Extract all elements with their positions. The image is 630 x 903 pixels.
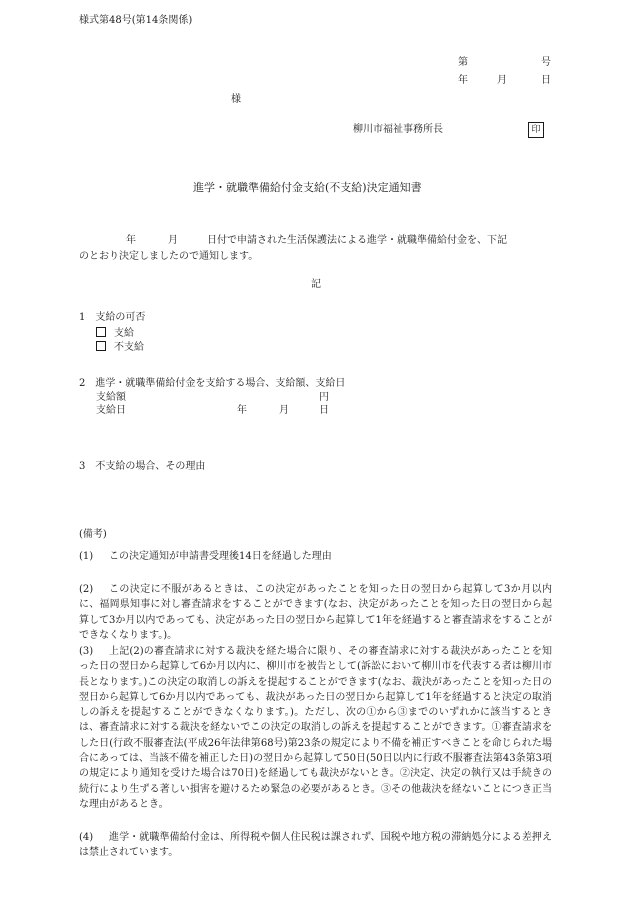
doc-number-suffix: 号 xyxy=(541,57,551,68)
note4-text: 進学・就職準備給付金は、所得税や個人住民税は課されず、国税や地方税の滞納処分による差押えは禁止されています。 xyxy=(79,832,552,859)
intro-month: 月 xyxy=(168,235,178,246)
note3-number: (3) xyxy=(79,646,94,657)
intro-line2: のとおり決定しましたので通知します。 xyxy=(79,251,259,262)
section1-heading: 1 支給の可否 xyxy=(79,312,146,323)
checkbox-nopay[interactable] xyxy=(96,341,106,351)
notes-heading: (備考) xyxy=(79,529,107,540)
option-nopay[interactable] xyxy=(96,341,144,353)
amount-label: 支給額 xyxy=(96,392,126,403)
pay-date-label: 支給日 xyxy=(96,405,126,416)
ki-label: 記 xyxy=(311,279,321,290)
note3-text: 上記(2)の審査請求に対する裁決を経た場合に限り、その審査請求に対する裁決があったことを知った日の翌日から起算して6か月以内に、柳川市を被告として(訴訟において柳川市を代表する者は柳川市長となります。)この決定の取消しの訴えを提起することができます(なお、裁決があったことを知った日の翌日から起算して6か月以内であっても、裁決があった日の翌日から起算して1年を経過すると決定の取消しの訴えを提起することができなくなります。)。ただし、次の①から③までのいずれかに該当するときは、審査請求に対する裁決を経ないでこの決定の取消しの訴えを提起することができます。①審査請求をした日(行政不服審査法(平成26年法律第68号)第23条の規定により不備を補正すべきことを命じられた場合にあっては、当該不備を補正した日)の翌日から起算して50日(50日以内に行政不服審査法第43条第3項の規定により通知を受けた場合は70日)を経過しても裁決がないとき。②決定、決定の執行又は手続きの続行により生ずる著しい損害を避けるため緊急の必要があるとき。③その他裁決を経ないことにつき正当な理由があるとき。 xyxy=(79,646,552,810)
pay-date-year: 年 xyxy=(237,405,247,416)
option-pay-label: 支給 xyxy=(114,328,134,339)
note2-text: この決定に不服があるときは、この決定があったことを知った日の翌日から起算して3か月以内に、福岡県知事に対し審査請求をすることができます(なお、決定があったことを知った日の翌日から起算して3か月以内であっても、決定があった日の翌日から起算して1年を経過すると審査請求をすることができなくなります。)。 xyxy=(79,584,552,641)
option-pay[interactable] xyxy=(96,327,134,339)
section2-heading: 2 進学・就職準備給付金を支給する場合、支給額、支給日 xyxy=(79,378,346,389)
date-month: 月 xyxy=(497,75,507,86)
amount-unit: 円 xyxy=(319,392,329,403)
pay-date-month: 月 xyxy=(279,405,289,416)
note1-number: (1) xyxy=(79,551,94,562)
option-nopay-label: 不支給 xyxy=(114,342,144,353)
note2-number: (2) xyxy=(79,584,94,595)
date-year: 年 xyxy=(458,75,468,86)
date-day: 日 xyxy=(541,75,551,86)
doc-number-prefix: 第 xyxy=(458,57,468,68)
recipient-honorific: 様 xyxy=(231,94,241,105)
note1-text: この決定通知が申請書受理後14日を経過した理由 xyxy=(109,551,332,562)
seal-mark: 印 xyxy=(528,122,544,138)
section3-heading: 3 不支給の場合、その理由 xyxy=(79,461,206,472)
issuer-name: 柳川市福祉事務所長 xyxy=(353,124,443,135)
intro-line1: 日付で申請された生活保護法による進学・就職準備給付金を、下記 xyxy=(207,235,507,246)
checkbox-pay[interactable] xyxy=(96,327,106,337)
document-title: 進学・就職準備給付金支給(不支給)決定通知書 xyxy=(193,181,422,194)
intro-year: 年 xyxy=(126,235,136,246)
note4-number: (4) xyxy=(79,832,94,843)
form-number: 様式第48号(第14条関係) xyxy=(79,15,193,26)
pay-date-day: 日 xyxy=(319,405,329,416)
